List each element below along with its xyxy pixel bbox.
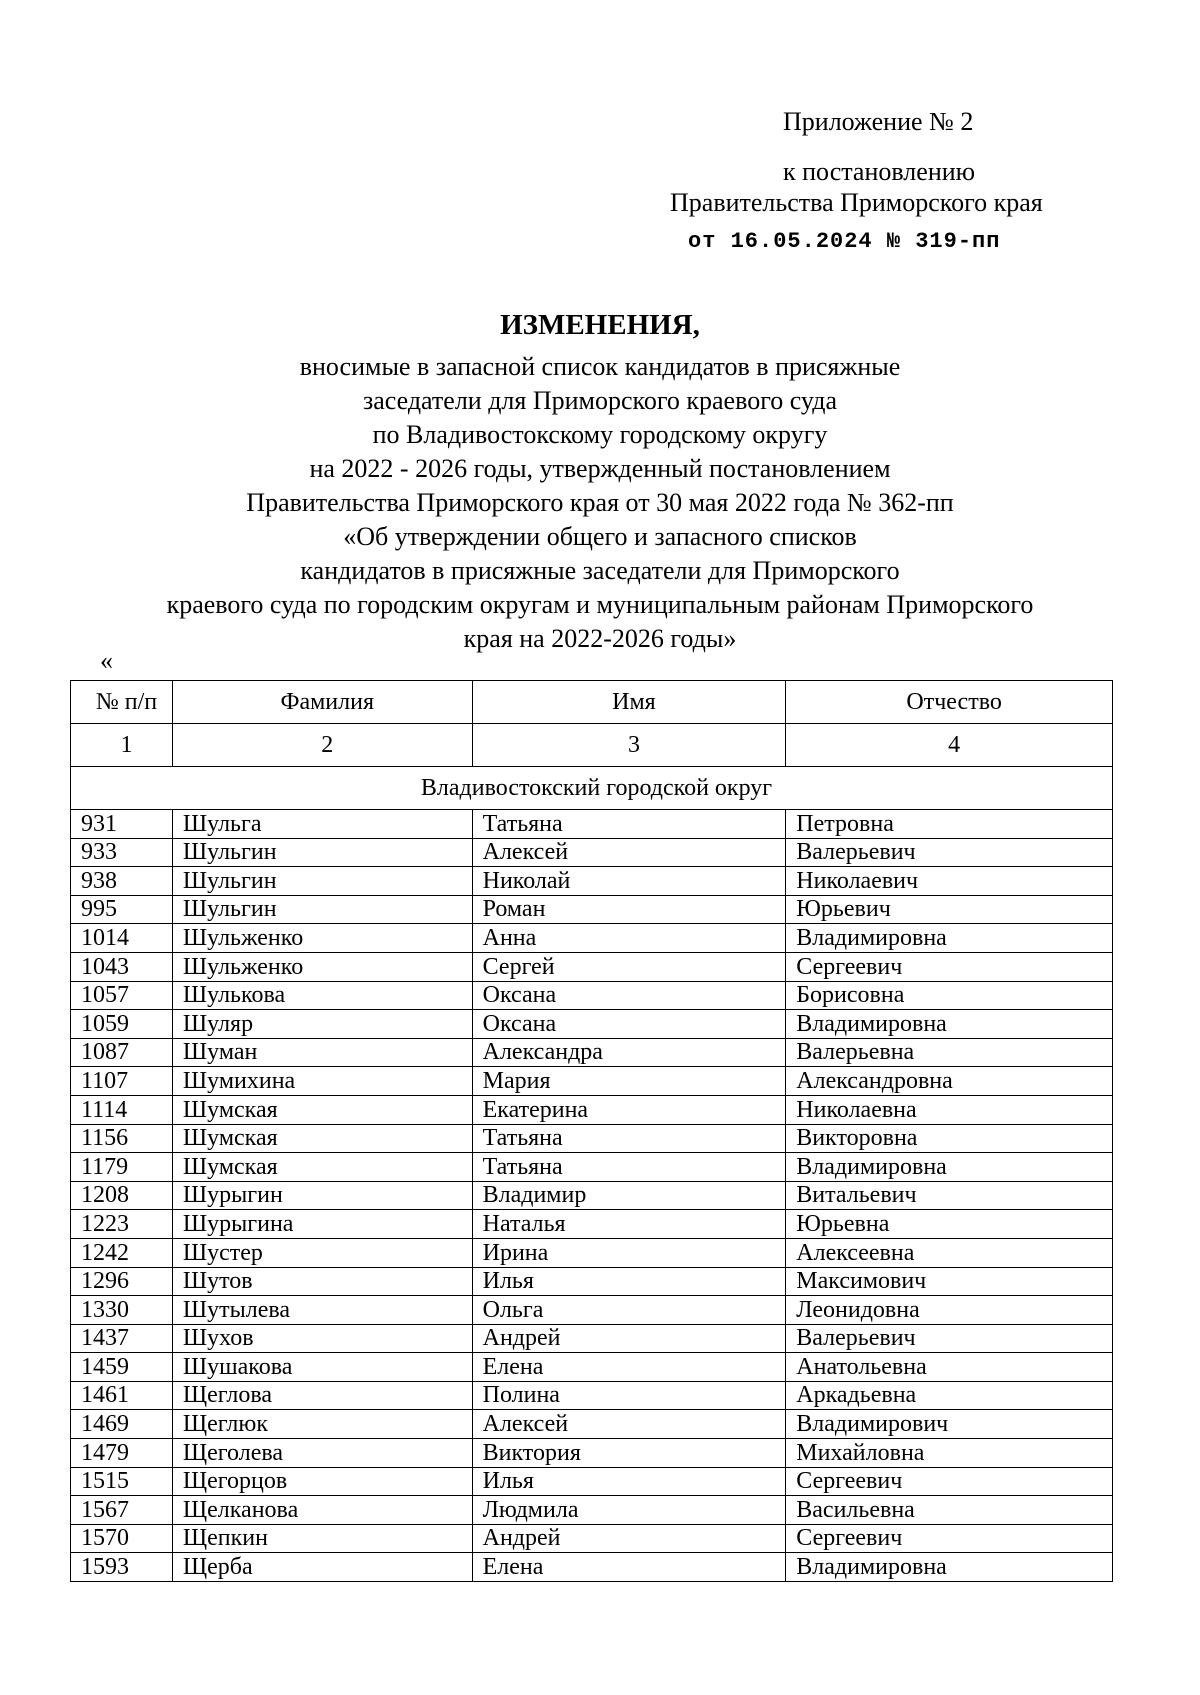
row-number-cell: 931 bbox=[71, 810, 173, 839]
government-label: Правительства Приморского края bbox=[670, 188, 1043, 217]
surname-cell: Щеглова bbox=[172, 1381, 472, 1410]
first-name-cell: Илья bbox=[472, 1467, 786, 1496]
surname-cell: Шумская bbox=[172, 1124, 472, 1153]
table-row bbox=[71, 924, 1113, 953]
surname-cell: Щегорцов bbox=[172, 1467, 472, 1496]
row-number-cell: 1469 bbox=[71, 1410, 173, 1439]
surname-cell: Шумская bbox=[172, 1095, 472, 1124]
subtitle-line: Правительства Приморского края от 30 мая 2022 года № 362-пп bbox=[246, 488, 954, 517]
table-row bbox=[71, 1496, 1113, 1525]
document-title: ИЗМЕНЕНИЯ, bbox=[500, 309, 700, 341]
first-name-cell: Андрей bbox=[472, 1524, 786, 1553]
table-row bbox=[71, 1381, 1113, 1410]
patronymic-cell: Михайловна bbox=[786, 1439, 1113, 1468]
first-name-cell: Оксана bbox=[472, 1010, 786, 1039]
row-number-cell: 1296 bbox=[71, 1267, 173, 1296]
patronymic-cell: Аркадьевна bbox=[786, 1381, 1113, 1410]
row-number-cell: 1437 bbox=[71, 1324, 173, 1353]
table-row bbox=[71, 895, 1113, 924]
patronymic-cell: Юрьевна bbox=[786, 1210, 1113, 1239]
surname-cell: Щелканова bbox=[172, 1496, 472, 1525]
surname-cell: Шурыгина bbox=[172, 1210, 472, 1239]
to-decree-label: к постановлению bbox=[783, 157, 976, 186]
surname-cell: Шушакова bbox=[172, 1353, 472, 1382]
table-row bbox=[71, 1124, 1113, 1153]
column-number: 2 bbox=[172, 724, 472, 767]
row-number-cell: 1330 bbox=[71, 1296, 173, 1325]
first-name-cell: Виктория bbox=[472, 1439, 786, 1468]
surname-cell: Шутов bbox=[172, 1267, 472, 1296]
table-row bbox=[71, 1238, 1113, 1267]
first-name-cell: Илья bbox=[472, 1267, 786, 1296]
table-row bbox=[71, 952, 1113, 981]
row-number-cell: 1567 bbox=[71, 1496, 173, 1525]
candidates-table bbox=[70, 680, 1113, 1582]
row-number-cell: 995 bbox=[71, 895, 173, 924]
patronymic-cell: Владимировна bbox=[786, 1010, 1113, 1039]
surname-cell: Шульженко bbox=[172, 924, 472, 953]
table-row bbox=[71, 1553, 1113, 1582]
patronymic-cell: Владимировна bbox=[786, 1553, 1113, 1582]
first-name-cell: Татьяна bbox=[472, 810, 786, 839]
table-row bbox=[71, 838, 1113, 867]
subtitle-line: по Владивостокскому городскому округу bbox=[372, 420, 828, 449]
first-name-cell: Роман bbox=[472, 895, 786, 924]
first-name-cell: Мария bbox=[472, 1067, 786, 1096]
patronymic-cell: Владимировна bbox=[786, 1153, 1113, 1182]
row-number-cell: 1087 bbox=[71, 1038, 173, 1067]
patronymic-cell: Юрьевич bbox=[786, 895, 1113, 924]
table-row bbox=[71, 1010, 1113, 1039]
subtitle-line: вносимые в запасной список кандидатов в присяжные bbox=[299, 352, 901, 381]
column-number: 1 bbox=[71, 724, 173, 767]
table-row bbox=[71, 1410, 1113, 1439]
table-header-row bbox=[71, 681, 1113, 724]
table-row bbox=[71, 1467, 1113, 1496]
table-row bbox=[71, 810, 1113, 839]
column-number-row bbox=[71, 724, 1113, 767]
row-number-cell: 1242 bbox=[71, 1238, 173, 1267]
table-row bbox=[71, 867, 1113, 896]
subtitle-line: кандидатов в присяжные заседатели для Приморского bbox=[300, 556, 900, 585]
row-number-cell: 1114 bbox=[71, 1095, 173, 1124]
table-row bbox=[71, 1524, 1113, 1553]
row-number-cell: 1043 bbox=[71, 952, 173, 981]
surname-cell: Щеглюк bbox=[172, 1410, 472, 1439]
first-name-cell: Людмила bbox=[472, 1496, 786, 1525]
first-name-cell: Алексей bbox=[472, 838, 786, 867]
first-name-cell: Александра bbox=[472, 1038, 786, 1067]
table-row bbox=[71, 1153, 1113, 1182]
row-number-cell: 1461 bbox=[71, 1381, 173, 1410]
patronymic-cell: Максимович bbox=[786, 1267, 1113, 1296]
surname-cell: Шульгин bbox=[172, 867, 472, 896]
table-row bbox=[71, 1267, 1113, 1296]
subtitle-line: края на 2022-2026 годы» bbox=[463, 624, 737, 653]
table-row bbox=[71, 1038, 1113, 1067]
document-subtitle bbox=[80, 350, 1120, 656]
subtitle-line: заседатели для Приморского краевого суда bbox=[362, 386, 838, 415]
column-number: 4 bbox=[786, 724, 1113, 767]
subtitle-line: «Об утверждении общего и запасного списков bbox=[343, 522, 857, 551]
first-name-cell: Анна bbox=[472, 924, 786, 953]
row-number-cell: 1570 bbox=[71, 1524, 173, 1553]
subtitle-line: на 2022 - 2026 годы, утвержденный постановлением bbox=[309, 454, 891, 483]
patronymic-cell: Валерьевич bbox=[786, 838, 1113, 867]
surname-cell: Шульга bbox=[172, 810, 472, 839]
first-name-cell: Андрей bbox=[472, 1324, 786, 1353]
table-row bbox=[71, 1296, 1113, 1325]
table-row bbox=[71, 981, 1113, 1010]
surname-cell: Шульгин bbox=[172, 838, 472, 867]
row-number-cell: 1179 bbox=[71, 1153, 173, 1182]
row-number-cell: 1208 bbox=[71, 1181, 173, 1210]
first-name-cell: Елена bbox=[472, 1353, 786, 1382]
row-number-cell: 1593 bbox=[71, 1553, 173, 1582]
first-name-cell: Сергей bbox=[472, 952, 786, 981]
surname-cell: Шустер bbox=[172, 1238, 472, 1267]
header-surname: Фамилия bbox=[172, 681, 472, 724]
surname-cell: Шулькова bbox=[172, 981, 472, 1010]
row-number-cell: 1515 bbox=[71, 1467, 173, 1496]
surname-cell: Шумихина bbox=[172, 1067, 472, 1096]
first-name-cell: Екатерина bbox=[472, 1095, 786, 1124]
first-name-cell: Наталья bbox=[472, 1210, 786, 1239]
patronymic-cell: Сергеевич bbox=[786, 952, 1113, 981]
first-name-cell: Татьяна bbox=[472, 1153, 786, 1182]
patronymic-cell: Валерьевич bbox=[786, 1324, 1113, 1353]
header-name: Имя bbox=[472, 681, 786, 724]
table-row bbox=[71, 1181, 1113, 1210]
patronymic-cell: Сергеевич bbox=[786, 1524, 1113, 1553]
surname-cell: Шумская bbox=[172, 1153, 472, 1182]
first-name-cell: Ольга bbox=[472, 1296, 786, 1325]
table-row bbox=[71, 1067, 1113, 1096]
table-row bbox=[71, 1353, 1113, 1382]
row-number-cell: 1107 bbox=[71, 1067, 173, 1096]
surname-cell: Щерба bbox=[172, 1553, 472, 1582]
surname-cell: Шурыгин bbox=[172, 1181, 472, 1210]
first-name-cell: Оксана bbox=[472, 981, 786, 1010]
surname-cell: Щепкин bbox=[172, 1524, 472, 1553]
patronymic-cell: Анатольевна bbox=[786, 1353, 1113, 1382]
table-row bbox=[71, 1095, 1113, 1124]
patronymic-cell: Александровна bbox=[786, 1067, 1113, 1096]
table-row bbox=[71, 1210, 1113, 1239]
header-number: № п/п bbox=[71, 681, 173, 724]
header-patronymic: Отчество bbox=[786, 681, 1113, 724]
patronymic-cell: Алексеевна bbox=[786, 1238, 1113, 1267]
first-name-cell: Елена bbox=[472, 1553, 786, 1582]
decree-number: от 16.05.2024 № 319-пп bbox=[688, 229, 1001, 254]
first-name-cell: Полина bbox=[472, 1381, 786, 1410]
patronymic-cell: Владимирович bbox=[786, 1410, 1113, 1439]
table-row bbox=[71, 1324, 1113, 1353]
patronymic-cell: Владимировна bbox=[786, 924, 1113, 953]
patronymic-cell: Витальевич bbox=[786, 1181, 1113, 1210]
table-row bbox=[71, 1439, 1113, 1468]
row-number-cell: 1479 bbox=[71, 1439, 173, 1468]
row-number-cell: 1059 bbox=[71, 1010, 173, 1039]
surname-cell: Шухов bbox=[172, 1324, 472, 1353]
first-name-cell: Владимир bbox=[472, 1181, 786, 1210]
row-number-cell: 1057 bbox=[71, 981, 173, 1010]
patronymic-cell: Николаевич bbox=[786, 867, 1113, 896]
row-number-cell: 1459 bbox=[71, 1353, 173, 1382]
row-number-cell: 1223 bbox=[71, 1210, 173, 1239]
surname-cell: Щеголева bbox=[172, 1439, 472, 1468]
section-title: Владивостокский городской округ bbox=[71, 767, 1113, 810]
first-name-cell: Николай bbox=[472, 867, 786, 896]
first-name-cell: Алексей bbox=[472, 1410, 786, 1439]
surname-cell: Шутылева bbox=[172, 1296, 472, 1325]
surname-cell: Шуляр bbox=[172, 1010, 472, 1039]
row-number-cell: 938 bbox=[71, 867, 173, 896]
row-number-cell: 1156 bbox=[71, 1124, 173, 1153]
section-row bbox=[71, 767, 1113, 810]
patronymic-cell: Леонидовна bbox=[786, 1296, 1113, 1325]
patronymic-cell: Васильевна bbox=[786, 1496, 1113, 1525]
opening-quote: « bbox=[100, 646, 113, 675]
first-name-cell: Ирина bbox=[472, 1238, 786, 1267]
first-name-cell: Татьяна bbox=[472, 1124, 786, 1153]
surname-cell: Шульгин bbox=[172, 895, 472, 924]
patronymic-cell: Борисовна bbox=[786, 981, 1113, 1010]
row-number-cell: 933 bbox=[71, 838, 173, 867]
patronymic-cell: Валерьевна bbox=[786, 1038, 1113, 1067]
column-number: 3 bbox=[472, 724, 786, 767]
row-number-cell: 1014 bbox=[71, 924, 173, 953]
patronymic-cell: Сергеевич bbox=[786, 1467, 1113, 1496]
subtitle-line: краевого суда по городским округам и муниципальным районам Приморского bbox=[166, 590, 1034, 619]
patronymic-cell: Петровна bbox=[786, 810, 1113, 839]
patronymic-cell: Николаевна bbox=[786, 1095, 1113, 1124]
patronymic-cell: Викторовна bbox=[786, 1124, 1113, 1153]
surname-cell: Шуман bbox=[172, 1038, 472, 1067]
appendix-label: Приложение № 2 bbox=[783, 107, 974, 136]
surname-cell: Шульженко bbox=[172, 952, 472, 981]
